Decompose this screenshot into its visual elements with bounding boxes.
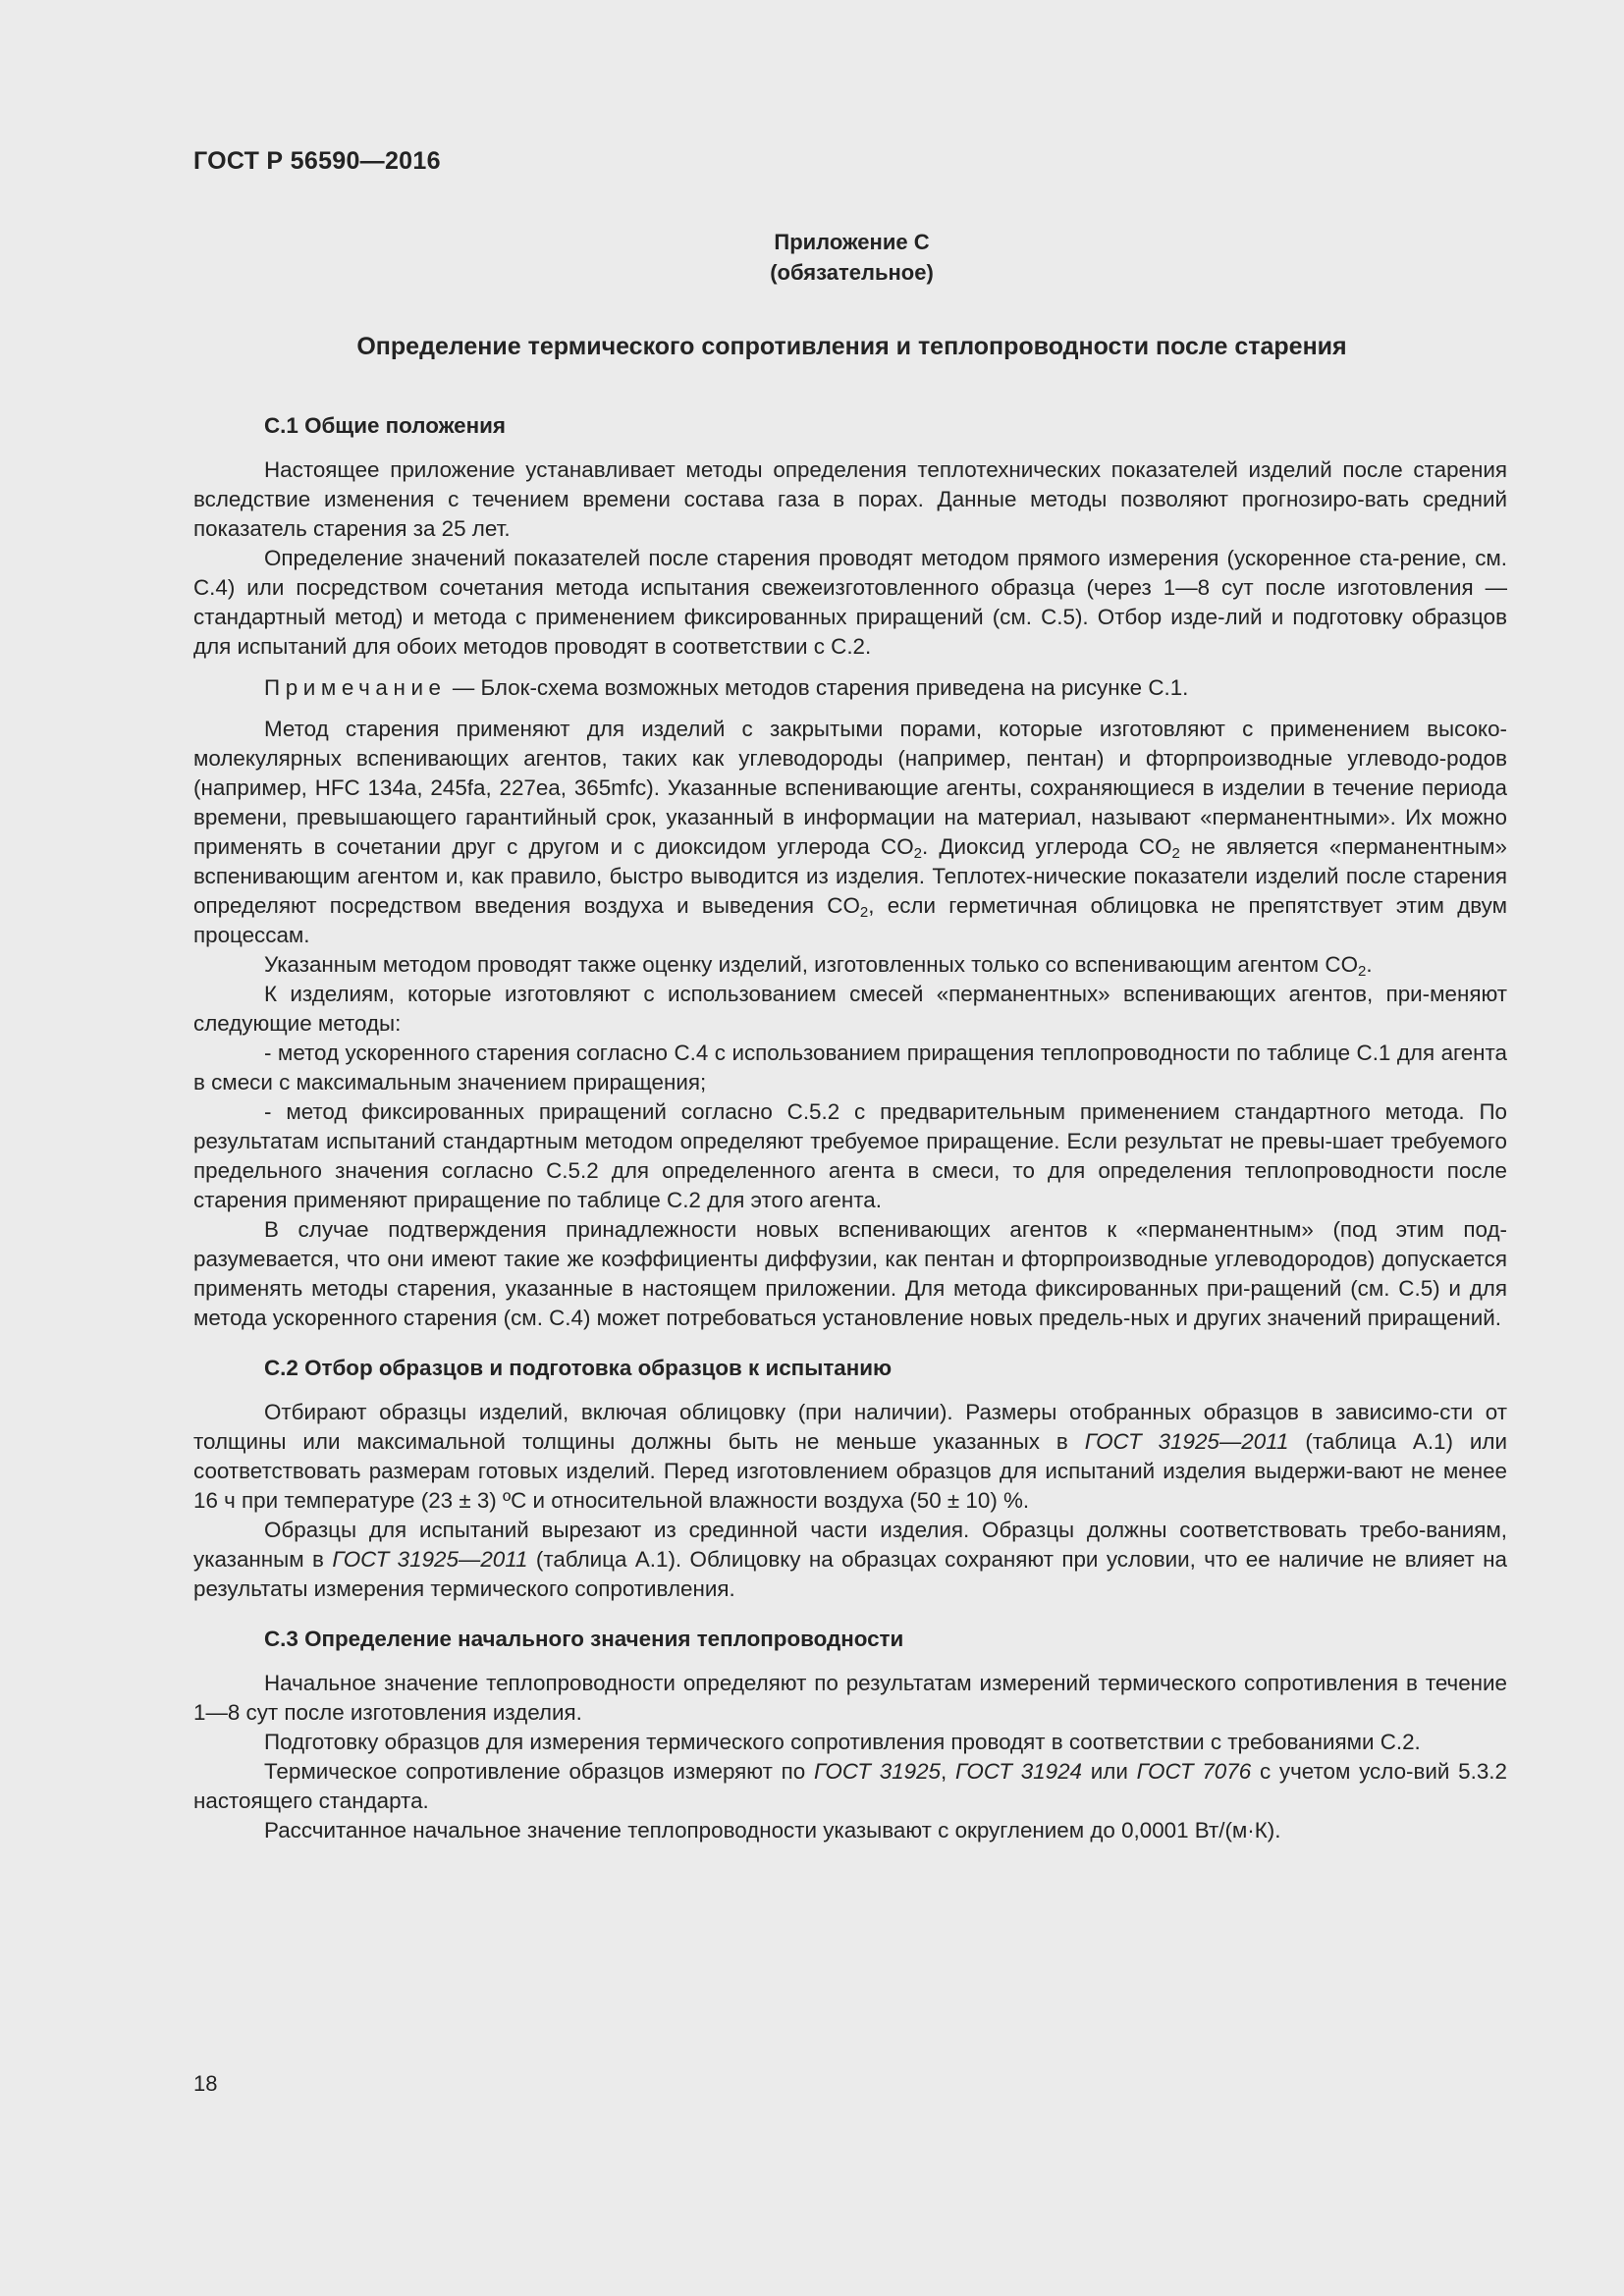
section-heading-c1: С.1 Общие положения [264,413,506,438]
paragraph: Отбирают образцы изделий, включая облицовку (при наличии). Размеры отобранных образцов в зависимо-сти от толщины или максимальной толщины должны быть не меньше указанных в ГОСТ 31925—2011 (таблица А.1) или соответствовать размерам готовых изделий. Перед изготовлением образцов для испытаний изделия выдержи-вают не менее 16 ч при температуре (23 ± 3) ºС и относительной влажности воздуха (50 ± 10) %. [193,1400,1507,1513]
paragraph: К изделиям, которые изготовляют с использованием смесей «перманентных» вспенивающих агентов, при-меняют следующие методы: [193,982,1507,1036]
appendix-heading [0,227,1624,288]
paragraph: Определение значений показателей после старения проводят методом прямого измерения (ускоренное ста-рение, см. С.4) или посредством сочетания метода испытания свежеизготовленного образца (через 1—8 сут после изготовления — стандартный метод) и метода с применением фиксированных приращений (см. С.5). Отбор изде-лий и подготовку образцов для испытаний для обоих методов проводят в соответствии с С.2. [193,546,1507,659]
paragraph: Термическое сопротивление образцов измеряют по ГОСТ 31925, ГОСТ 31924 или ГОСТ 7076 с учетом усло-вий 5.3.2 настоящего стандарта. [193,1759,1507,1813]
appendix-title: Определение термического сопротивления и теплопроводности после старения [356,333,1347,360]
paragraph: Образцы для испытаний вырезают из срединной части изделия. Образцы должны соответствовать требо-ваниям, указанным в ГОСТ 31925—2011 (таблица А.1). Облицовку на образцах сохраняют при условии, что ее наличие не влияет на результаты измерения термического сопротивления. [193,1518,1507,1601]
appendix-label: Приложение С [774,230,930,254]
section-heading-c2: С.2 Отбор образцов и подготовка образцов к испытанию [264,1356,893,1380]
page-number: 18 [193,2071,218,2096]
standard-reference: ГОСТ 7076 [1136,1759,1252,1784]
paragraph: В случае подтверждения принадлежности новых вспенивающих агентов к «перманентным» (под этим под-разумевается, что они имеют такие же коэффициенты диффузии, как пентан и фторпроизводные углеводородов) допускается применять методы старения, указанные в настоящем приложении. Для метода фиксированных при-ращений (см. С.5) и для метода ускоренного старения (см. С.4) может потребоваться установление новых предель-ных и других значений приращений. [193,1217,1507,1330]
paragraph: Указанным методом проводят также оценку изделий, изготовленных только со вспенивающим агентом $CO_2$. [264,952,1373,980]
standard-reference: ГОСТ 31925 [813,1759,941,1784]
standard-reference: ГОСТ 31925—2011 [332,1547,528,1572]
paragraph: Подготовку образцов для измерения термического сопротивления проводят в соответствии с требованиями С.2. [264,1730,1421,1754]
standard-reference: ГОСТ 31925—2011 [1084,1429,1289,1454]
note-label: Примечание [264,675,447,700]
standard-code: ГОСТ Р 56590—2016 [193,147,441,175]
section-heading-c3: С.3 Определение начального значения теплопроводности [264,1627,904,1651]
appendix-status: (обязательное) [770,260,934,285]
paragraph: Начальное значение теплопроводности определяют по результатам измерений термического сопротивления в течение 1—8 сут после изготовления изделия. [193,1671,1507,1725]
note-text: — Блок-схема возможных методов старения приведена на рисунке С.1. [446,675,1189,700]
standard-reference: ГОСТ 31924 [954,1759,1082,1784]
paragraph: Настоящее приложение устанавливает методы определения теплотехнических показателей изделий после старения вследствие изменения с течением времени состава газа в порах. Данные методы позволяют прогнозиро-вать средний показатель старения за 25 лет. [193,457,1507,541]
list-item: - метод фиксированных приращений согласно С.5.2 с предварительным применением стандартного метода. По результатам испытаний стандартным методом определяют требуемое приращение. Если результат не превы-шает требуемого предельного значения согласно С.5.2 для определенного агента в смеси, то для определения теплопроводности после старения применяют приращение по таблице С.2 для этого агента. [193,1099,1507,1212]
paragraph: Метод старения применяют для изделий с закрытыми порами, которые изготовляют с применением высоко-молекулярных вспенивающих агентов, таких как углеводороды (например, пентан) и фторпроизводные углеводо-родов (например, HFC 134a, 245fa, 227ea, 365mfc). Указанные вспенивающие агенты, сохраняющиеся в изделии в течение периода времени, превышающего гарантийный срок, указанный в информации на материал, называют «перманентными». Их можно применять в сочетании друг с другом и с диоксидом углерода $CO_2$. Диоксид углерода $CO_2$ не является «перманентным» вспенивающим агентом и, как правило, быстро выводится из изделия. Теплотех-нические показатели изделий после старения определяют посредством введения воздуха и выведения $CO_2$, если герметичная облицовка не препятствует этим двум процессам. [193,717,1507,947]
document-body [193,408,1507,1845]
note [193,673,1507,703]
paragraph: Рассчитанное начальное значение теплопроводности указывают с округлением до 0,0001 Вт/(м·К). [264,1818,1281,1842]
list-item: - метод ускоренного старения согласно С.4 с использованием приращения теплопроводности по таблице С.1 для агента в смеси с максимальным значением приращения; [193,1041,1507,1095]
